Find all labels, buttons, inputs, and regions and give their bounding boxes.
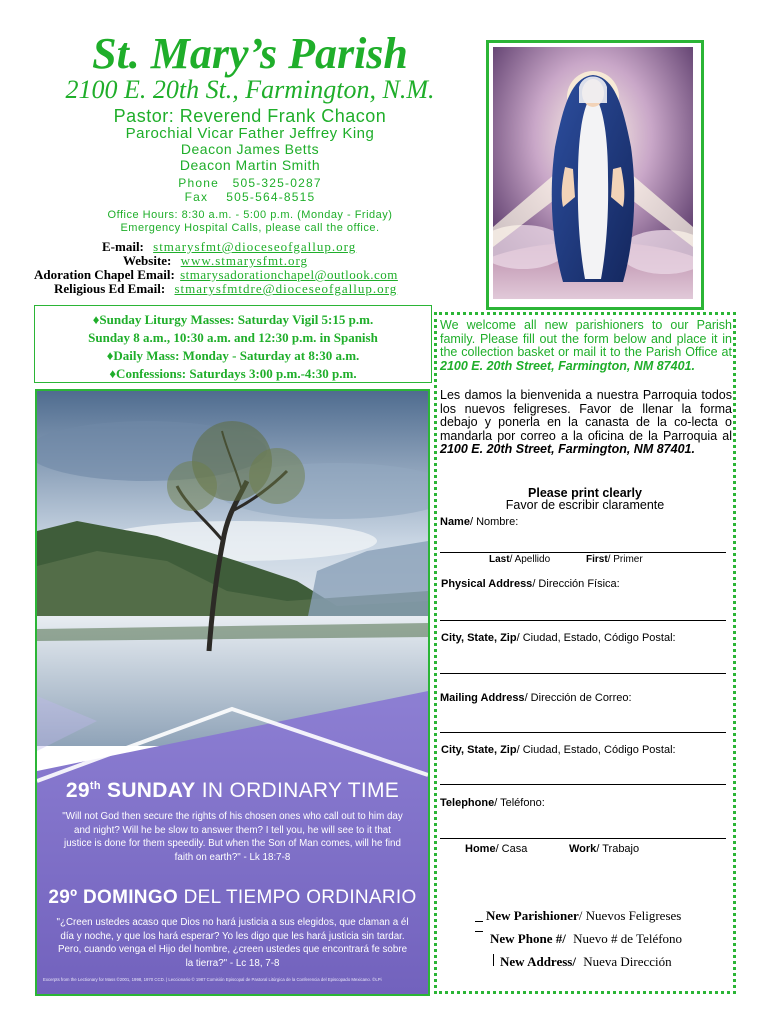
adoration-email-link[interactable]: stmarysadorationchapel@outlook.com [180, 267, 398, 282]
name-label: Name/ Nombre: [440, 516, 519, 528]
poster-quote-es: "¿Creen ustedes acaso que Dios no hará justicia a sus elegidos, que claman a él día y noche, y que los hará esperar? Yo les digo que les hará justicia sin tardar. Pero, cuando venga el Hijo del hombre, ¿creen ustedes que encontrará fe sobre la tierra?" - Lc 18, 7-8 [56, 917, 409, 969]
new-parishioner-label: New Parishioner/ Nuevos Feligreses [486, 908, 682, 923]
telephone-label: Telephone/ Teléfono: [440, 797, 545, 809]
welcome-text-en [440, 319, 732, 373]
parish-address: 2100 E. 20th St., Farmington, N.M. [65, 75, 435, 104]
mailing-address-input-line[interactable] [440, 732, 726, 733]
first-name-label: First/ Primer [586, 554, 643, 565]
poster-heading-es-rest: DEL TIEMPO ORDINARIO [183, 887, 417, 908]
new-phone-checkbox[interactable] [475, 931, 483, 932]
poster-heading-sup: th [89, 780, 101, 792]
welcome-es-address: 2100 E. 20th Street, Farmington, NM 87401. [440, 442, 695, 456]
welcome-en-body: We welcome all new parishioners to our Parish family. Please fill out the form below and place it in the collection basket or mail it to the Parish Office at [440, 318, 732, 359]
print-clearly-en: Please print clearly [528, 486, 642, 500]
religious-ed-email-link[interactable]: stmarysfmtdre@dioceseofgallup.org [174, 281, 398, 296]
new-phone-label: New Phone #/ Nuevo # de Teléfono [490, 931, 683, 946]
poster-heading-rest: IN ORDINARY TIME [201, 779, 400, 802]
office-hours: Office Hours: 8:30 a.m. - 5:00 p.m. (Monday - Friday) [107, 209, 393, 221]
mailing-city-state-zip-input-line[interactable] [440, 784, 726, 785]
poster-heading-number: 29 [65, 779, 90, 802]
physical-address-input-line[interactable] [440, 620, 726, 621]
sunday-poster [35, 389, 430, 996]
website-link[interactable]: www.stmarysfmt.org [180, 253, 309, 268]
name-input-line[interactable] [440, 552, 726, 553]
print-clearly-es: Favor de escribir claramente [505, 498, 665, 512]
deacon-2: Deacon Martin Smith [179, 157, 321, 173]
poster-heading-sunday: SUNDAY [107, 779, 196, 802]
new-address-checkbox[interactable] [493, 954, 494, 966]
poster-heading-es [37, 887, 428, 909]
poster-copyright: Excerpts from the Lectionary for Mass ©2001, 1998, 1970 CCD. | Leccionario © 1987 Comisión Episcopal de Pastoral Litúrgica de la Conferencia del Episcopado Mexicano. ©LPi [43, 977, 382, 982]
physical-address-label: Physical Address/ Dirección Física: [441, 578, 620, 590]
website-label: Website: [123, 253, 172, 268]
phone-number: Phone 505-325-0287 [178, 176, 322, 190]
welcome-text-es [440, 389, 732, 457]
poster-quote-en: "Will not God then secure the rights of his chosen ones who call out to him day and night? Will he be slow to answer them? I tell you, he will see to it that justice is done for them speedily. But when the Son of Man comes, will he find faith on earth?" - Lk 18:7-8 [62, 811, 403, 863]
welcome-en-address: 2100 E. 20th Street, Farmington, NM 87401. [440, 358, 695, 373]
telephone-input-line[interactable] [440, 838, 726, 839]
city-state-zip-input-line[interactable] [440, 673, 726, 674]
adoration-label: Adoration Chapel Email: [34, 267, 175, 282]
poster-heading-en [37, 779, 428, 803]
emergency-note: Emergency Hospital Calls, please call the office. [120, 222, 380, 234]
city-state-zip-label: City, State, Zip/ Ciudad, Estado, Código Postal: [441, 632, 676, 644]
vicar-name: Parochial Vicar Father Jeffrey King [125, 125, 375, 142]
parish-title: St. Mary’s Parish [92, 29, 408, 78]
email-label: E-mail: [102, 239, 144, 254]
mass-line-daily: ♦Daily Mass: Monday - Saturday at 8:30 a.m. [106, 348, 360, 363]
mass-line-confessions: ♦Confessions: Saturdays 3:00 p.m.-4:30 p.m. [109, 366, 357, 381]
fax-number: Fax 505-564-8515 [184, 190, 316, 204]
mass-line-sunday-times: Sunday 8 a.m., 10:30 a.m. and 12:30 p.m. in Spanish [88, 330, 378, 345]
mass-line-sunday: ♦Sunday Liturgy Masses: Saturday Vigil 5:15 p.m. [92, 312, 374, 327]
virgin-mary-illustration [493, 47, 693, 299]
new-parishioner-checkbox[interactable] [475, 921, 483, 922]
poster-heading-domingo: DOMINGO [83, 887, 178, 908]
home-phone-label: Home/ Casa [465, 843, 528, 855]
poster-heading-es-number: 29º [48, 887, 78, 908]
welcome-es-body: Les damos la bienvenida a nuestra Parroquia todos los nuevos feligreses. Favor de llenar la forma debajo y ponerla en la canasta de la co-lecta o mandarla por correo a la oficina de la Parroquia al [440, 388, 732, 443]
email-link[interactable]: stmarysfmt@dioceseofgallup.org [153, 239, 357, 254]
mailing-city-state-zip-label: City, State, Zip/ Ciudad, Estado, Código Postal: [441, 744, 676, 756]
new-address-label: New Address/ Nueva Dirección [500, 954, 672, 969]
work-phone-label: Work/ Trabajo [569, 843, 640, 855]
virgin-mary-image [486, 40, 704, 310]
religious-ed-row [54, 281, 397, 297]
last-name-label: Last/ Apellido [489, 554, 551, 565]
mailing-address-label: Mailing Address/ Dirección de Correo: [440, 692, 632, 704]
mass-schedule-box [34, 305, 432, 383]
religious-ed-label: Religious Ed Email: [54, 281, 166, 296]
deacon-1: Deacon James Betts [180, 141, 320, 157]
pastor-name: Pastor: Reverend Frank Chacon [113, 106, 387, 126]
